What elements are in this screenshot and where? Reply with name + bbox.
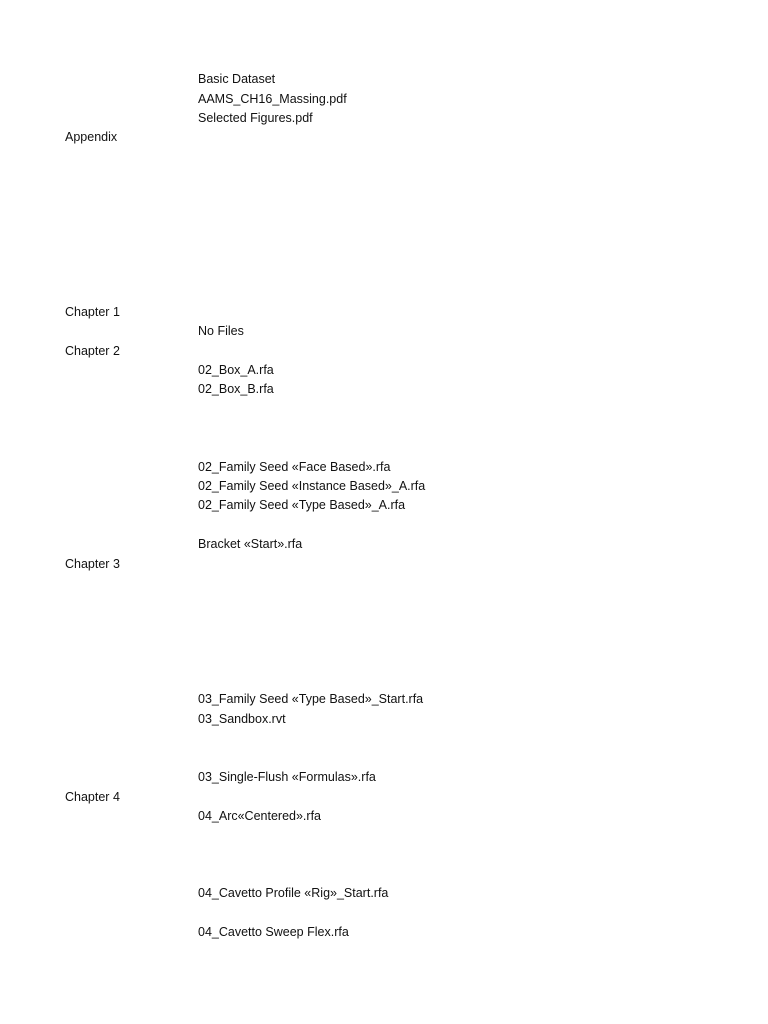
file-item-seed-face: 02_Family Seed «Face Based».rfa [198,460,391,474]
chapter-label-chapter-2: Chapter 2 [65,344,120,358]
chapter-label-chapter-1: Chapter 1 [65,305,120,319]
file-item-cavetto-profile: 04_Cavetto Profile «Rig»_Start.rfa [198,886,389,900]
chapter-label-chapter-4: Chapter 4 [65,790,120,804]
chapter-label-chapter-3: Chapter 3 [65,557,120,571]
file-item-seed-type-start: 03_Family Seed «Type Based»_Start.rfa [198,692,424,706]
file-item-selected-figures: Selected Figures.pdf [198,111,313,125]
file-item-aams-massing: AAMS_CH16_Massing.pdf [198,92,347,106]
chapter-label-appendix: Appendix [65,130,118,144]
file-item-box-a: 02_Box_A.rfa [198,363,274,377]
file-item-basic-dataset: Basic Dataset [198,72,276,86]
file-item-box-b: 02_Box_B.rfa [198,382,274,396]
file-item-arc-centered: 04_Arc«Centered».rfa [198,809,321,823]
file-item-seed-type: 02_Family Seed «Type Based»_A.rfa [198,498,406,512]
file-item-seed-instance: 02_Family Seed «Instance Based»_A.rfa [198,479,426,493]
file-item-cavetto-sweep: 04_Cavetto Sweep Flex.rfa [198,925,349,939]
file-item-single-flush: 03_Single-Flush «Formulas».rfa [198,770,376,784]
file-item-sandbox: 03_Sandbox.rvt [198,712,286,726]
file-item-bracket-start: Bracket «Start».rfa [198,537,303,551]
file-item-no-files: No Files [198,324,244,338]
